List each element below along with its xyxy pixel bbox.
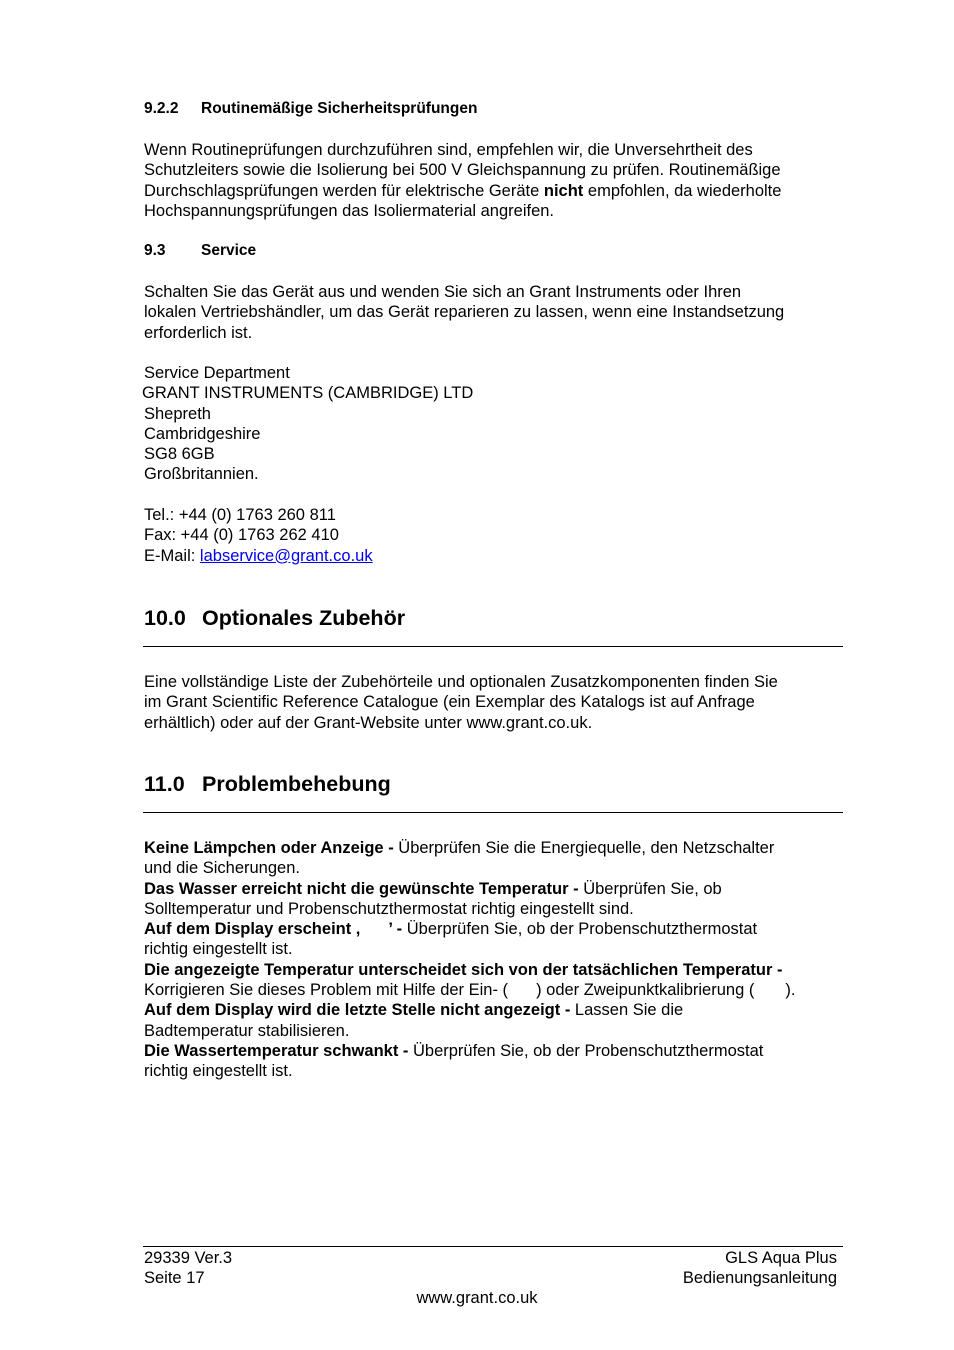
trouble-item-cont: und die Sicherungen. [144,859,300,878]
trouble-item [144,919,864,939]
footer-divider [143,1246,843,1247]
trouble-item-cont: Badtemperatur stabilisieren. [144,1021,350,1040]
section-number: 9.3 [144,242,166,259]
trouble-title: Die Wassertemperatur schwankt - [144,1041,413,1060]
product-name: GLS Aqua Plus [725,1249,837,1267]
email-label: E-Mail: [144,546,200,565]
trouble-title: Das Wasser erreicht nicht die gewünschte Temperatur - [144,879,584,898]
trouble-text: oder Zweipunktkalibrierung ( [546,981,755,1000]
chapter-heading-10 [144,605,405,631]
section-number: 9.2.2 [144,100,179,117]
address-line: SG8 6GB [144,445,215,464]
section-heading-9-2-2 [144,99,477,119]
section-title: Service [201,242,257,259]
footer-left [144,1248,232,1288]
chapter-title: Problembehebung [202,772,391,796]
text-line: im Grant Scientific Reference Catalogue (ein Exemplar des Katalogs ist auf Anfrage [144,693,755,712]
text-span: Durchschlagsprüfungen werden für elektrische Geräte [144,181,544,200]
service-contact [144,505,844,566]
trouble-text: Überprüfen Sie, ob der Probenschutzthermostat [406,920,758,939]
trouble-title: Keine Lämpchen oder Anzeige - [144,839,399,857]
trouble-item-cont: Solltemperatur und Probenschutzthermostat richtig eingestellt sind. [144,899,634,918]
text-line: erforderlich ist. [144,323,253,342]
trouble-item-cont: richtig eingestellt ist. [144,1062,293,1081]
phone-number: Tel.: +44 (0) 1763 260 811 [144,506,336,524]
address-line: Service Department [144,364,290,382]
trouble-item [144,1000,864,1020]
manual-name: Bedienungsanleitung [682,1269,837,1287]
text-line: Wenn Routineprüfungen durchzuführen sind, empfehlen wir, die Unversehrtheit des [144,141,753,159]
section-heading-9-3 [144,241,256,261]
footer-website: www.grant.co.uk [416,1289,538,1307]
trouble-title: Auf dem Display wird die letzte Stelle nicht angezeigt - [144,1001,575,1020]
text-span: empfohlen, da wiederholte [583,181,782,200]
fax-number: Fax: +44 (0) 1763 262 410 [144,526,339,545]
heading-divider [143,646,843,647]
document-version: 29339 Ver.3 [144,1249,233,1267]
footer-right [683,1248,837,1288]
trouble-item [144,1041,864,1061]
text-line: Eine vollständige Liste der Zubehörteile und optionalen Zusatzkomponenten finden Sie [144,673,778,691]
chapter-number: 10.0 [144,606,186,630]
heading-divider [143,812,843,813]
trouble-title: Die angezeigte Temperatur unterscheidet sich von der tatsächlichen Temperatur - [144,960,783,979]
text-line [144,181,844,201]
emphasis-not: nicht [543,181,584,200]
page-number: Seite 17 [144,1269,205,1287]
trouble-text: ). [785,981,796,1000]
trouble-item [144,879,864,899]
trouble-text: Korrigieren Sie dieses Problem mit Hilfe der Ein- ( [144,981,509,1000]
trouble-item [144,960,864,980]
email-line [144,546,844,566]
text-line: Hochspannungsprüfungen das Isoliermaterial angreifen. [144,201,555,220]
trouble-title: ’ - [388,920,407,939]
section-title: Routinemäßige Sicherheitsprüfungen [201,100,478,117]
trouble-text: ) [536,981,542,1000]
address-line: GRANT INSTRUMENTS (CAMBRIDGE) LTD [142,384,474,403]
address-line: Shepreth [144,404,211,423]
email-link[interactable]: labservice@grant.co.uk [199,546,373,565]
trouble-text: Lassen Sie die [574,1001,684,1020]
troubleshooting-list [144,838,864,1082]
trouble-item-cont [144,980,864,1000]
trouble-text: Überprüfen Sie die Energiequelle, den Netzschalter [398,839,775,857]
trouble-item-cont: richtig eingestellt ist. [144,940,293,959]
paragraph-service [144,282,844,343]
text-line: erhältlich) oder auf der Grant-Website unter www.grant.co.uk. [144,713,593,732]
text-line: Schutzleiters sowie die Isolierung bei 500 V Gleichspannung zu prüfen. Routinemäßige [144,161,781,180]
text-line: Schalten Sie das Gerät aus und wenden Sie sich an Grant Instruments oder Ihren [144,283,742,301]
address-line: Großbritannien. [144,465,259,484]
chapter-heading-11 [144,771,391,797]
chapter-title: Optionales Zubehör [202,606,406,630]
paragraph-accessories [144,672,844,733]
text-line: lokalen Vertriebshändler, um das Gerät reparieren zu lassen, wenn eine Instandsetzung [144,303,785,322]
service-address [144,363,844,485]
trouble-item [144,838,864,858]
address-line: Cambridgeshire [144,424,261,443]
chapter-number: 11.0 [144,772,185,796]
paragraph-safety-checks [144,140,844,221]
trouble-text: Überprüfen Sie, ob [583,879,722,898]
trouble-title: Auf dem Display erscheint , [144,920,361,939]
trouble-text: Überprüfen Sie, ob der Probenschutzthermostat [412,1041,764,1060]
